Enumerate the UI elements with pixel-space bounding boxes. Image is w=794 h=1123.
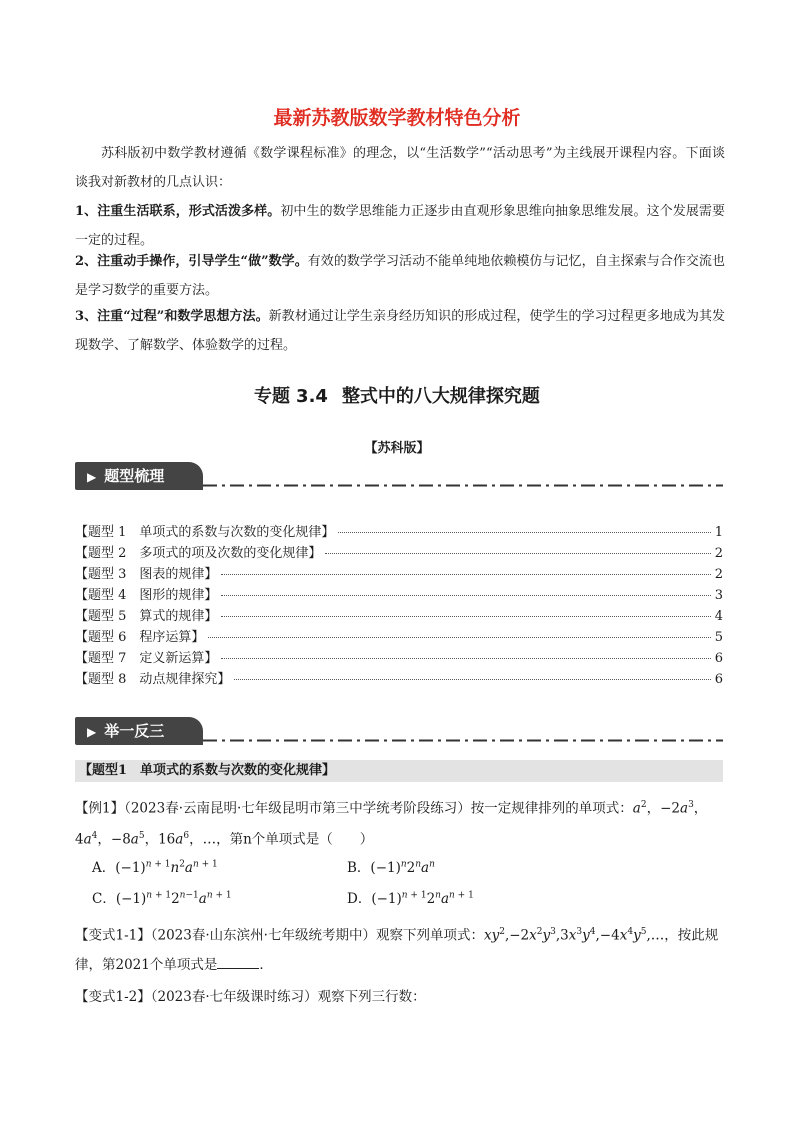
- type1-heading: 【题型1 单项式的系数与次数的变化规律】: [75, 760, 723, 782]
- example-source: （2023春·云南昆明·七年级昆明市第三中学统考阶段练习）: [124, 800, 471, 817]
- example-tag: 【例1】: [75, 800, 125, 817]
- toc-label: 【题型 1 单项式的系数与次数的变化规律】: [75, 525, 335, 540]
- toc-leader: [325, 553, 710, 554]
- toc-label: 【题型 6 程序运算】: [75, 630, 205, 645]
- point-3-bold: 3、注重“过程”和数学思想方法。: [75, 309, 269, 324]
- variant-stem: 观察下列单项式：: [375, 927, 484, 944]
- section-bar-examples: [75, 717, 723, 747]
- toc-item-3[interactable]: [75, 563, 723, 584]
- toc-item-7[interactable]: [75, 647, 723, 668]
- main-title-number: 3.4: [296, 386, 328, 407]
- play-triangle-icon: ▶: [87, 470, 97, 484]
- option-letter: B．: [347, 860, 371, 876]
- section-bar-types: [75, 462, 723, 492]
- answer-blank[interactable]: [217, 968, 259, 969]
- option-a[interactable]: A．$(-1)^{n + 1}n^2a^{n + 1}$: [92, 859, 218, 876]
- option-letter: A．: [92, 860, 116, 876]
- section-tab-types: [75, 462, 203, 490]
- toc-page: 2: [714, 567, 723, 582]
- main-title-name: 整式中的八大规律探究题: [341, 386, 540, 407]
- point-2: [75, 247, 725, 305]
- main-title-prefix: 专题: [254, 386, 291, 407]
- variant-1-1: 【变式1-1】（2023春·山东滨州·七年级统考期中）观察下列单项式：$xy^2,-2x^2y^3,3x^3y^4,-4x^4y^5,\dots$，按此规律，第2021个单项式是 ．: [75, 927, 719, 973]
- point-2-bold: 2、注重动手操作，引导学生“做”数学。: [75, 254, 308, 269]
- toc-label: 【题型 3 图表的规律】: [75, 567, 218, 582]
- toc-label: 【题型 7 定义新运算】: [75, 651, 218, 666]
- option-c[interactable]: C．$(-1)^{n + 1}2^{n-1}a^{n + 1}$: [92, 890, 232, 907]
- point-1-text: 初中生的数学思维能力正逐步由直观形象思维向抽象思维发展。这个发展需要一定的过程。: [75, 204, 725, 248]
- play-triangle-icon: ▶: [87, 725, 97, 739]
- section-tab-examples: [75, 717, 203, 745]
- toc-leader: [234, 679, 710, 680]
- toc-item-8[interactable]: [75, 668, 723, 689]
- example-1: 【例1】（2023春·云南昆明·七年级昆明市第三中学统考阶段练习）按一定规律排列的单项式：$a^2$，$-2a^3$， $4a^4$，$-8a^5$，$16a^6$，…，第n个单项式是（ ）: [75, 800, 708, 847]
- toc-item-5[interactable]: [75, 605, 723, 626]
- toc-label: 【题型 2 多项式的项及次数的变化规律】: [75, 546, 322, 561]
- point-2-text: 有效的数学学习活动不能单纯地依赖模仿与记忆，自主探索与合作交流也是学习数学的重要方法。: [75, 254, 725, 298]
- toc-label: 【题型 8 动点规律探究】: [75, 672, 231, 687]
- toc-page: 3: [714, 588, 723, 603]
- toc-item-2[interactable]: [75, 542, 723, 563]
- variant-tag: 【变式1-1】: [75, 927, 151, 944]
- toc-leader: [338, 532, 710, 533]
- toc-leader: [221, 595, 710, 596]
- toc-page: 6: [714, 672, 723, 687]
- toc-item-6[interactable]: [75, 626, 723, 647]
- toc-page: 1: [714, 525, 723, 540]
- point-1-bold: 1、注重生活联系，形式活泼多样。: [75, 204, 281, 219]
- variant-end: 个单项式是: [149, 956, 218, 973]
- intro-paragraph: 苏科版初中数学教材遵循《数学课程标准》的理念，以“生活数学”“活动思考”为主线展开课程内容。下面谈谈我对新教材的几点认识：: [75, 146, 725, 190]
- section-tab-label: 题型梳理: [104, 467, 165, 485]
- section-tab-label: 举一反三: [104, 722, 165, 740]
- variant-stem: 观察下列三行数：: [317, 989, 426, 1005]
- toc-leader: [221, 616, 710, 617]
- option-letter: C．: [92, 891, 116, 907]
- toc-page: 2: [714, 546, 723, 561]
- point-3: [75, 302, 725, 360]
- toc-item-4[interactable]: [75, 584, 723, 605]
- variant-source: （2023春·七年级课时练习）: [150, 989, 318, 1005]
- toc-label: 【题型 4 图形的规律】: [75, 588, 218, 603]
- variant-tail: 按此规律，第: [75, 927, 719, 973]
- variant-number: 2021: [115, 956, 150, 973]
- toc-label: 【题型 5 算式的规律】: [75, 609, 218, 624]
- toc-leader: [221, 574, 710, 575]
- toc-leader: [208, 637, 710, 638]
- dash-dot-divider: [203, 484, 723, 487]
- toc-page: 4: [714, 609, 723, 624]
- option-d[interactable]: D．$(-1)^{n + 1}2^na^{n + 1}$: [347, 890, 474, 907]
- example-stem: 按一定规律排列的单项式：: [470, 800, 633, 817]
- option-b[interactable]: B．$(-1)^n2^na^n$: [347, 859, 435, 876]
- main-title: [0, 382, 794, 408]
- toc-leader: [221, 658, 710, 659]
- variant-tag: 【变式1-2】: [75, 989, 151, 1005]
- edition-subtitle: 【苏科版】: [364, 441, 430, 456]
- point-3-text: 新教材通过让学生亲身经历知识的形成过程，使学生的学习过程更多地成为其发现数学、了解数学、体验数学的过程。: [75, 309, 725, 353]
- variant-source: （2023春·山东滨州·七年级统考期中）: [150, 927, 376, 944]
- toc-page: 6: [714, 651, 723, 666]
- header-title: 最新苏教版数学教材特色分析: [273, 107, 521, 129]
- toc-item-1[interactable]: [75, 521, 723, 542]
- example-ask: ，第n个单项式是（ ）: [216, 831, 374, 847]
- option-letter: D．: [347, 891, 372, 907]
- variant-1-2: [75, 985, 725, 1005]
- dash-dot-divider: [203, 739, 723, 742]
- toc-page: 5: [714, 630, 723, 645]
